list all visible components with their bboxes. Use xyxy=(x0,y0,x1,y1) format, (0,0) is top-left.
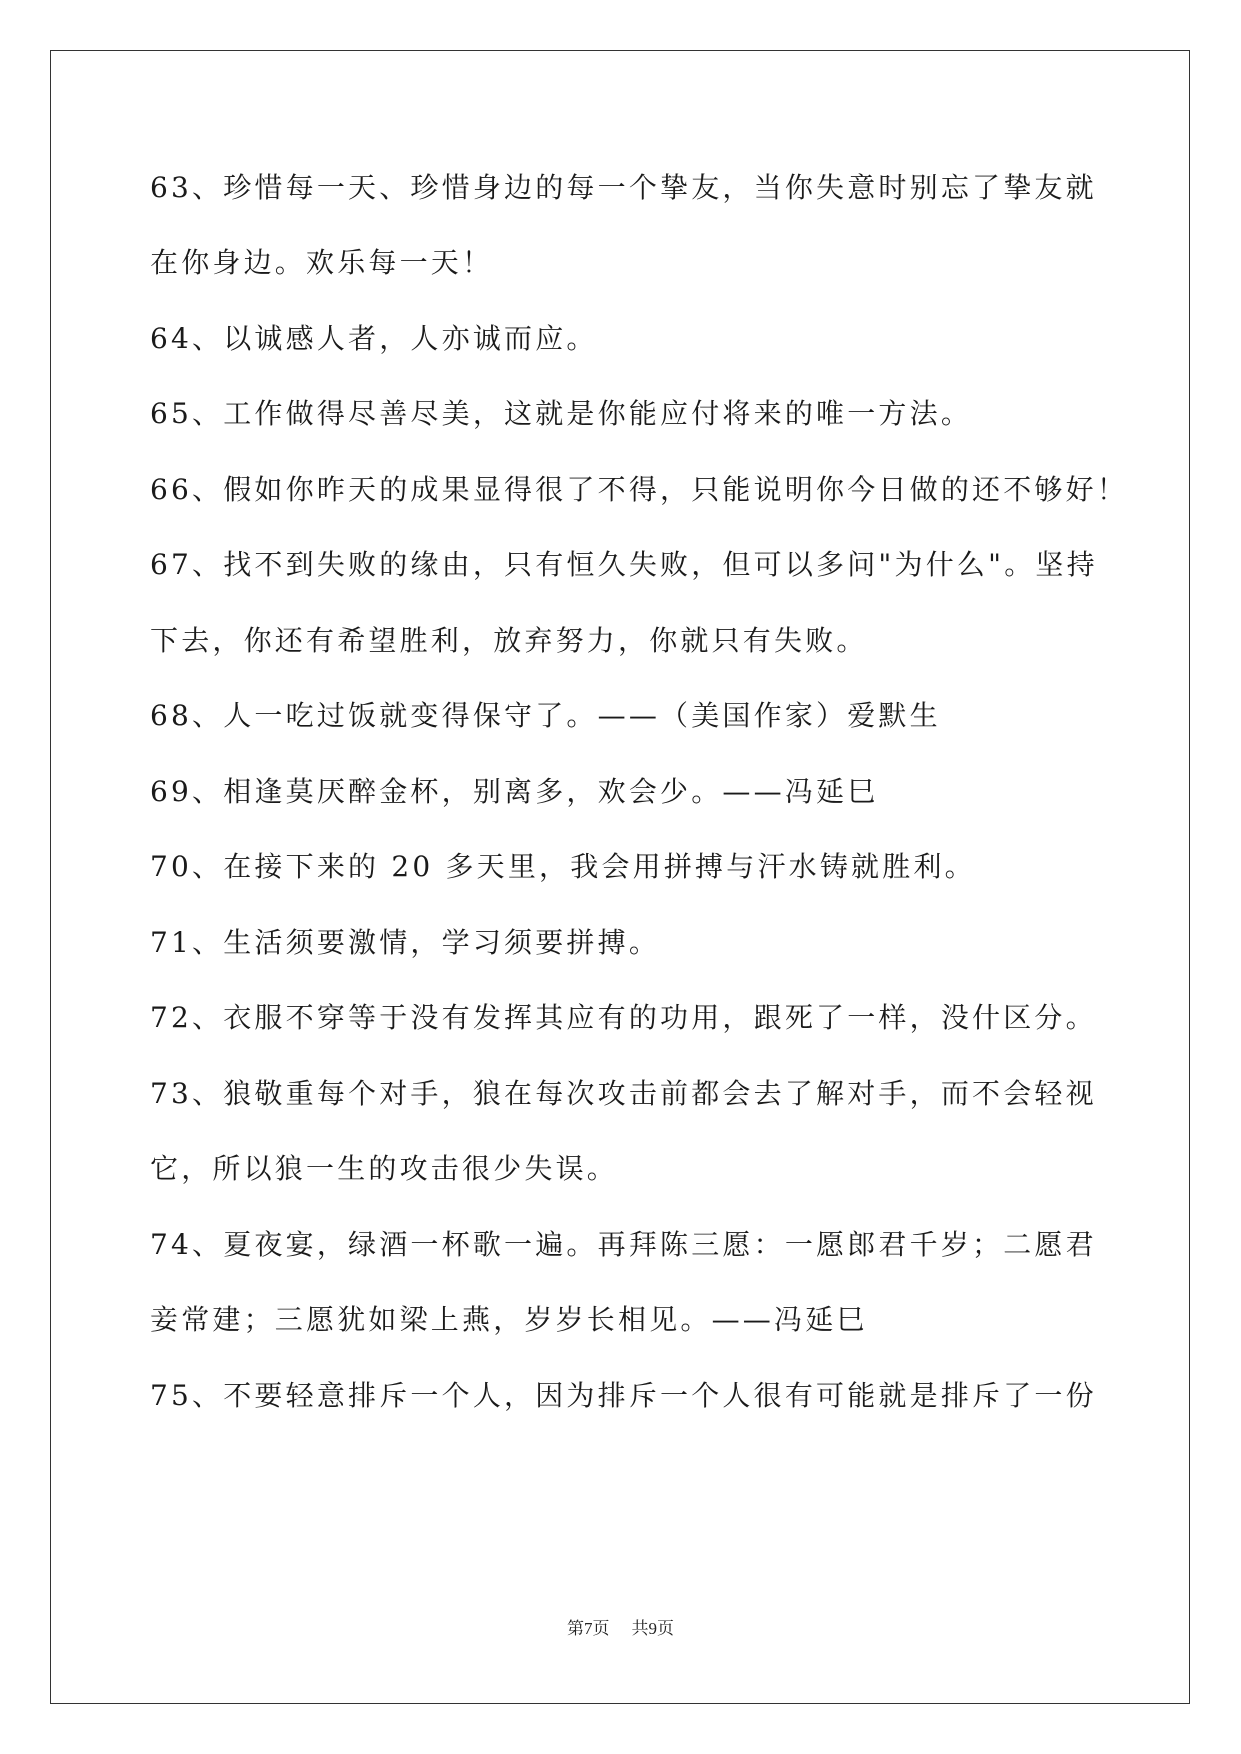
total-page-number: 9 xyxy=(648,1619,657,1638)
total-label-prefix: 共 xyxy=(631,1619,649,1639)
text-line: 67、找不到失败的缘由，只有恒久失败，但可以多问"为什么"。坚持 xyxy=(150,548,1098,581)
text-line: 72、衣服不穿等于没有发挥其应有的功用，跟死了一样，没什区分。 xyxy=(150,1001,1097,1034)
current-page-number: 7 xyxy=(584,1619,593,1638)
text-line: 69、相逢莫厌醉金杯，别离多，欢会少。——冯延巳 xyxy=(150,775,879,808)
page-label-prefix: 第 xyxy=(567,1619,584,1639)
text-line: 74、夏夜宴，绿酒一杯歌一遍。再拜陈三愿：一愿郎君千岁；二愿君 xyxy=(150,1228,1097,1261)
text-line: 75、不要轻意排斥一个人，因为排斥一个人很有可能就是排斥了一份 xyxy=(150,1379,1097,1412)
page-footer xyxy=(0,1618,1241,1640)
text-line: 70、在接下来的 20 多天里，我会用拼搏与汗水铸就胜利。 xyxy=(150,850,976,883)
text-line: 64、以诚感人者，人亦诚而应。 xyxy=(150,322,598,355)
text-line: 66、假如你昨天的成果显得很了不得，只能说明你今日做的还不够好！ xyxy=(150,473,1129,506)
text-line: 65、工作做得尽善尽美，这就是你能应付将来的唯一方法。 xyxy=(150,397,973,430)
text-line: 它，所以狼一生的攻击很少失误。 xyxy=(150,1152,619,1185)
text-line: 71、生活须要激情，学习须要拼搏。 xyxy=(150,926,661,959)
text-line: 妾常建；三愿犹如梁上燕，岁岁长相见。——冯延巳 xyxy=(150,1303,868,1336)
text-line: 73、狼敬重每个对手，狼在每次攻击前都会去了解对手，而不会轻视 xyxy=(150,1077,1097,1110)
text-line: 在你身边。欢乐每一天！ xyxy=(150,246,494,279)
page-label-suffix: 页 xyxy=(592,1619,610,1639)
total-label-suffix: 页 xyxy=(657,1619,674,1639)
text-line: 下去，你还有希望胜利，放弃努力，你就只有失败。 xyxy=(150,624,868,657)
text-line: 63、珍惜每一天、珍惜身边的每一个挚友，当你失意时别忘了挚友就 xyxy=(150,171,1097,204)
text-line: 68、人一吃过饭就变得保守了。——（美国作家）爱默生 xyxy=(150,699,941,732)
